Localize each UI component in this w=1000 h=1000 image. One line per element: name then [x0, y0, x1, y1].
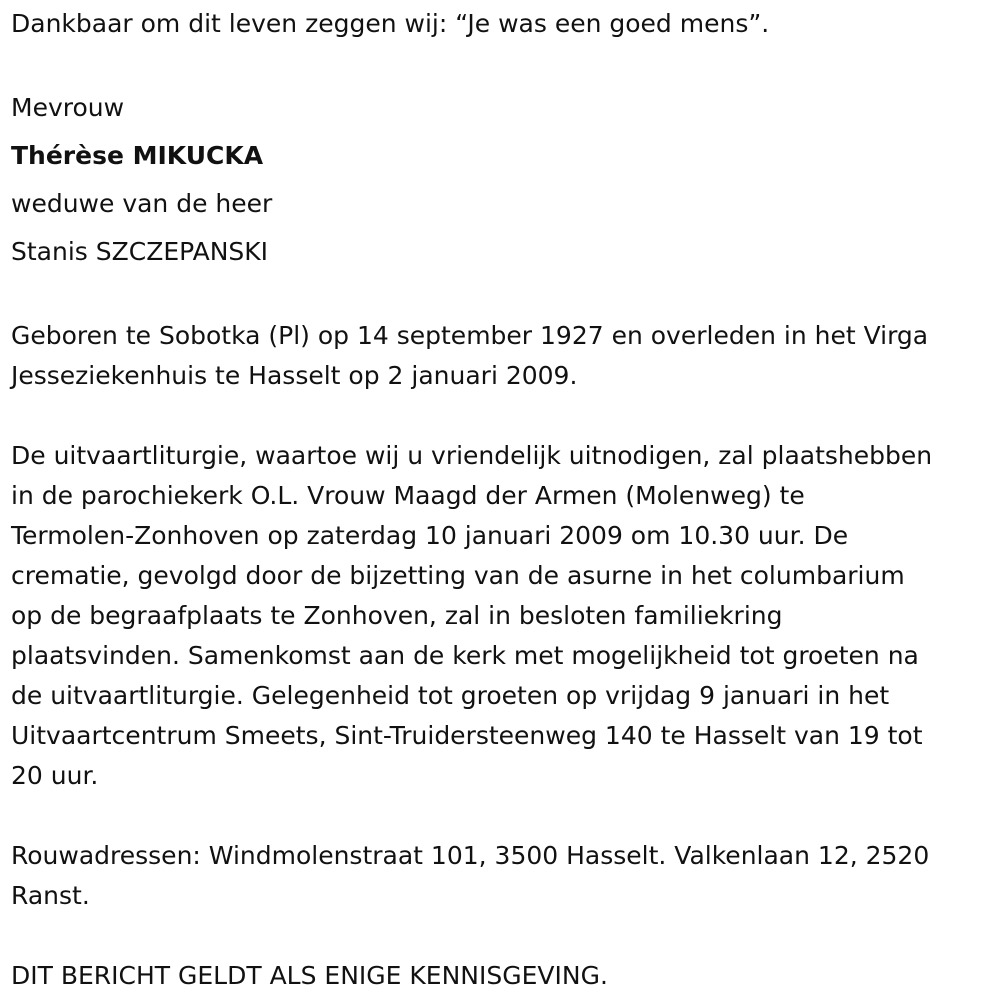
closing-statement: DIT BERICHT GELDT ALS ENIGE KENNISGEVING.	[11, 961, 608, 990]
spacer	[11, 396, 1000, 436]
paragraph-line: Rouwadressen: Windmolenstraat 101, 3500 Hasselt. Valkenlaan 12, 2520	[11, 841, 930, 870]
paragraph-line: Termolen-Zonhoven op zaterdag 10 januari 2009 om 10.30 uur. De	[11, 521, 849, 550]
spacer	[11, 796, 1000, 836]
paragraph-line: de uitvaartliturgie. Gelegenheid tot groeten op vrijdag 9 januari in het	[11, 681, 890, 710]
paragraph-line: Jesseziekenhuis te Hasselt op 2 januari 2009.	[11, 361, 578, 390]
salutation: Mevrouw	[11, 93, 125, 122]
paragraph-line: Uitvaartcentrum Smeets, Sint-Truidersteenweg 140 te Hasselt van 19 tot	[11, 721, 923, 750]
spacer	[11, 44, 1000, 84]
relation-text: weduwe van de heer	[11, 189, 273, 218]
deceased-name: Thérèse MIKUCKA	[11, 141, 264, 170]
funeral-paragraph	[11, 436, 1000, 796]
paragraph-line: crematie, gevolgd door de bijzetting van de asurne in het columbarium	[11, 561, 905, 590]
paragraph-line: De uitvaartliturgie, waartoe wij u vriendelijk uitnodigen, zal plaatshebben	[11, 441, 933, 470]
paragraph-line: plaatsvinden. Samenkomst aan de kerk met mogelijkheid tot groeten na	[11, 641, 919, 670]
spouse-name: Stanis SZCZEPANSKI	[11, 237, 269, 266]
paragraph-line: Ranst.	[11, 881, 90, 910]
paragraph-line: in de parochiekerk O.L. Vrouw Maagd der Armen (Molenweg) te	[11, 481, 805, 510]
paragraph-line: 20 uur.	[11, 761, 99, 790]
paragraph-line: op de begraafplaats te Zonhoven, zal in besloten familiekring	[11, 601, 783, 630]
paragraph-line: Geboren te Sobotka (Pl) op 14 september 1927 en overleden in het Virga	[11, 321, 929, 350]
birth-death-paragraph	[11, 316, 1000, 396]
address-paragraph	[11, 836, 1000, 916]
spacer	[11, 916, 1000, 956]
spacer	[11, 276, 1000, 316]
intro-text: Dankbaar om dit leven zeggen wij: “Je was een goed mens”.	[11, 9, 770, 38]
